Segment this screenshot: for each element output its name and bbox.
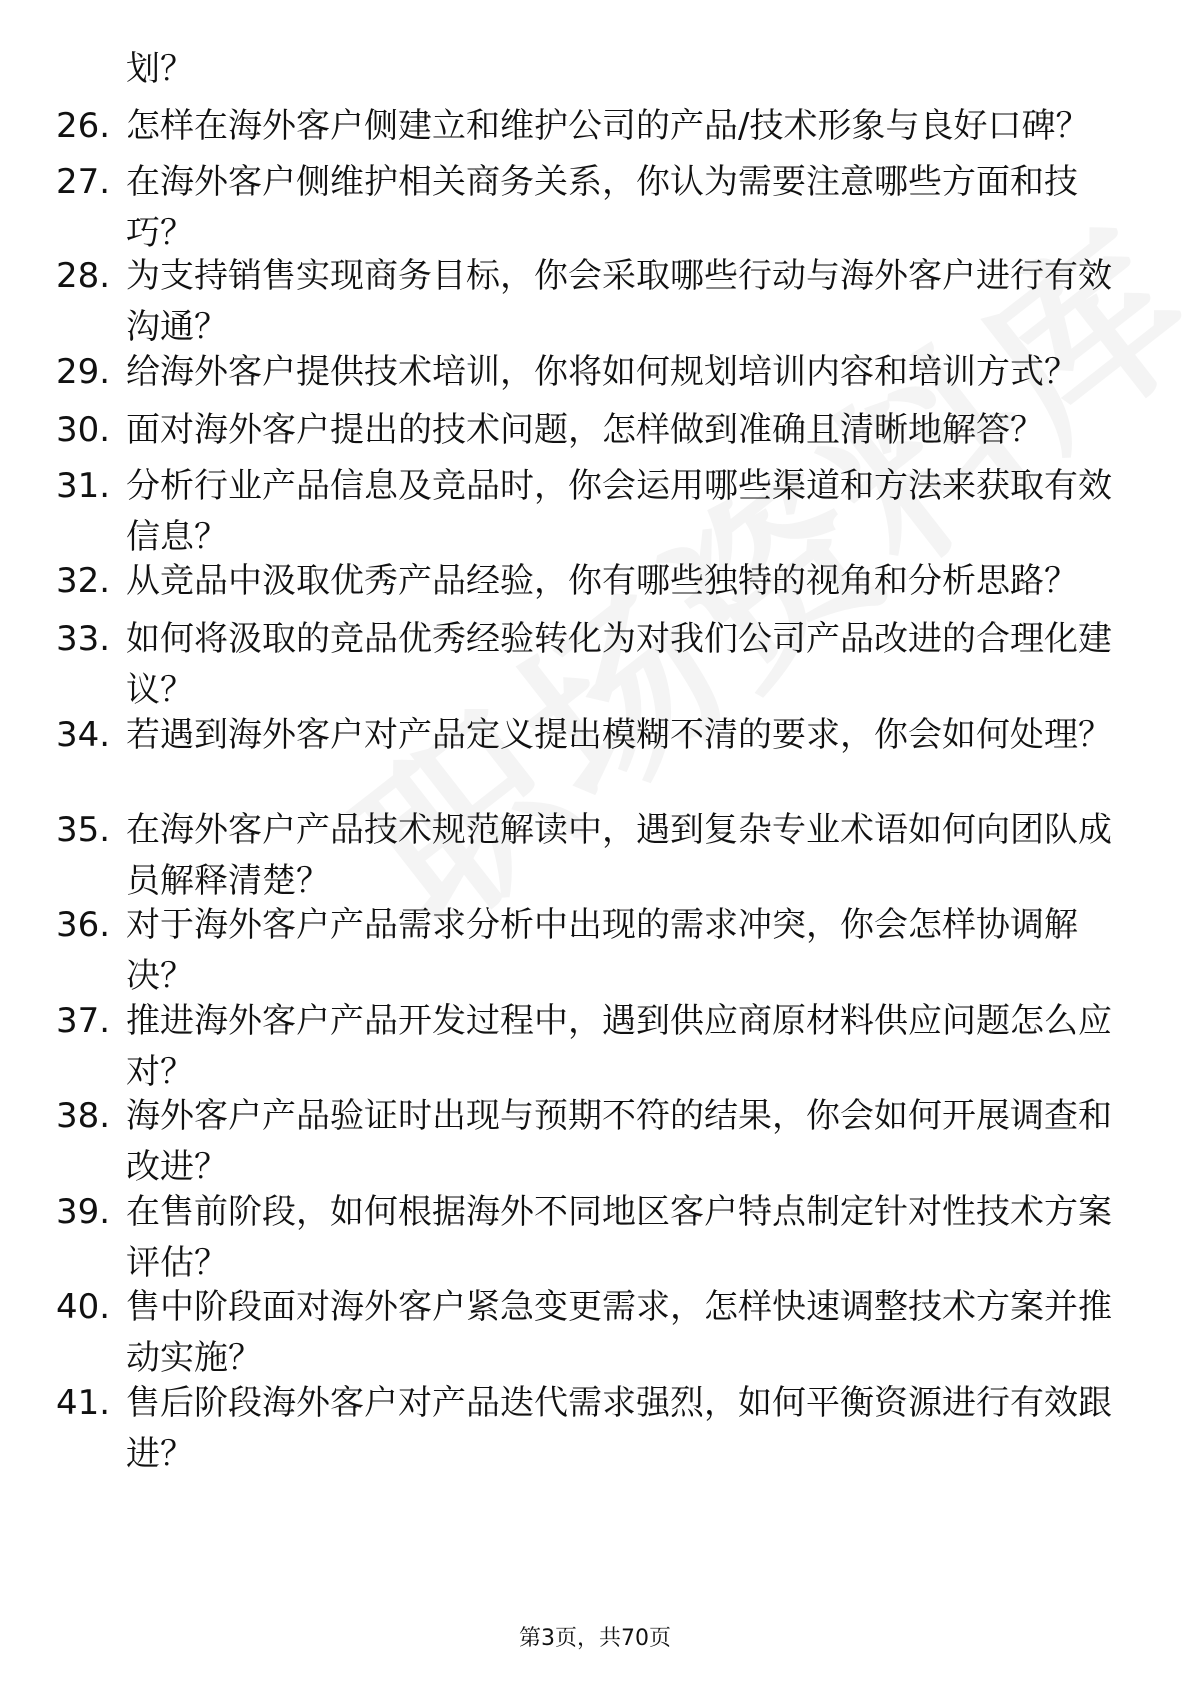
question-text: 售中阶段面对海外客户紧急变更需求，怎样快速调整技术方案并推动实施？ <box>126 1287 1112 1378</box>
question-text: 从竞品中汲取优秀产品经验，你有哪些独特的视角和分析思路？ <box>126 561 1078 601</box>
question-text: 对于海外客户产品需求分析中出现的需求冲突，你会怎样协调解决？ <box>126 905 1078 996</box>
page-footer: 第3页，共70页 <box>519 1626 671 1651</box>
question-number: 32. <box>56 561 111 601</box>
question-text: 售后阶段海外客户对产品迭代需求强烈，如何平衡资源进行有效跟进？ <box>126 1383 1112 1474</box>
question-number: 41. <box>56 1383 111 1423</box>
question-number: 40. <box>56 1287 111 1327</box>
question-text: 分析行业产品信息及竞品时，你会运用哪些渠道和方法来获取有效信息？ <box>126 466 1112 557</box>
question-number: 37. <box>56 1001 111 1041</box>
question-number: 26. <box>56 106 111 146</box>
question-text: 面对海外客户提出的技术问题，怎样做到准确且清晰地解答？ <box>126 410 1044 450</box>
question-text: 推进海外客户产品开发过程中，遇到供应商原材料供应问题怎么应对？ <box>126 1001 1112 1092</box>
question-number: 30. <box>56 410 111 450</box>
question-text: 若遇到海外客户对产品定义提出模糊不清的要求，你会如何处理？ <box>126 715 1112 755</box>
question-text: 海外客户产品验证时出现与预期不符的结果，你会如何开展调查和改进？ <box>126 1096 1112 1187</box>
question-number: 31. <box>56 466 111 506</box>
question-number: 36. <box>56 905 111 945</box>
question-number: 27. <box>56 162 111 202</box>
question-text: 在售前阶段，如何根据海外不同地区客户特点制定针对性技术方案评估？ <box>126 1192 1112 1283</box>
question-number: 34. <box>56 715 111 755</box>
question-number: 35. <box>56 810 111 850</box>
question-text: 给海外客户提供技术培训，你将如何规划培训内容和培训方式？ <box>126 352 1078 392</box>
carryover-text: 划？ <box>126 49 194 89</box>
question-number: 39. <box>56 1192 111 1232</box>
question-text: 怎样在海外客户侧建立和维护公司的产品/技术形象与良好口碑？ <box>126 106 1090 146</box>
question-number: 29. <box>56 352 111 392</box>
question-text: 如何将汲取的竞品优秀经验转化为对我们公司产品改进的合理化建议？ <box>126 619 1112 710</box>
question-number: 38. <box>56 1096 111 1136</box>
question-number: 33. <box>56 619 111 659</box>
question-text: 为支持销售实现商务目标，你会采取哪些行动与海外客户进行有效沟通？ <box>126 256 1112 347</box>
question-number: 28. <box>56 256 111 296</box>
question-text: 在海外客户侧维护相关商务关系，你认为需要注意哪些方面和技巧？ <box>126 162 1078 253</box>
question-text: 在海外客户产品技术规范解读中，遇到复杂专业术语如何向团队成员解释清楚？ <box>126 810 1112 901</box>
